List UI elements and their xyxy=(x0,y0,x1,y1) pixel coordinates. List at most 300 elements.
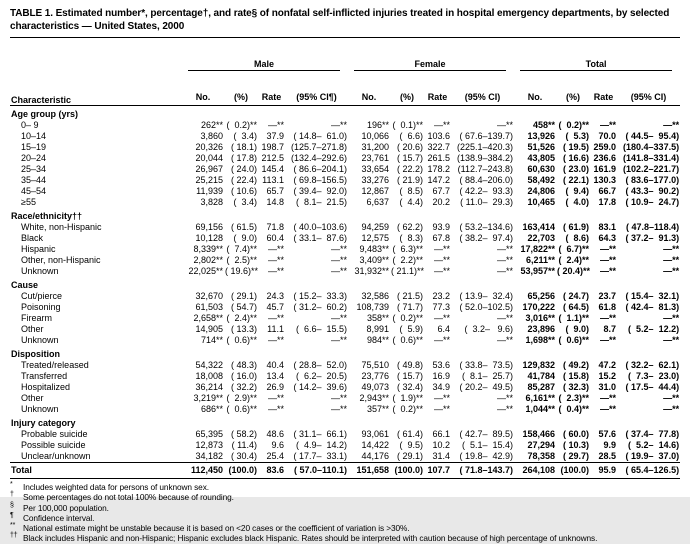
cell-female-ci: ( 52.0–102.5) xyxy=(459,302,514,312)
cell-male-ci: —** xyxy=(331,266,348,276)
cell-male-rate: 37.9 xyxy=(266,131,284,141)
cell-total-ci: ( 83.6–177.0) xyxy=(625,175,680,185)
cell-female-rate: 53.6 xyxy=(432,360,451,370)
cell-total-ci: —** xyxy=(663,244,680,254)
cell-total-rate: —** xyxy=(600,313,617,323)
cell-male-no: 8,339** xyxy=(193,244,223,254)
cell-male-ci: —** xyxy=(331,393,348,403)
footnote xyxy=(10,482,680,492)
cell-female-rate: 147.2 xyxy=(427,175,451,185)
cell-total-no: 17,822** xyxy=(520,244,556,254)
row-label: 20–24 xyxy=(21,153,47,163)
cell-total-no: 60,630 xyxy=(527,164,556,174)
cell-male-ci: ( 39.4– 92.0) xyxy=(293,186,348,196)
cell-male-rate: 145.4 xyxy=(261,164,284,174)
cell-total-no: 65,256 xyxy=(527,291,556,301)
cell-total-pct: ( 64.5) xyxy=(563,302,590,312)
cell-total-ci: ( 43.3– 90.2) xyxy=(625,186,680,196)
cell-female-ci: ( 71.8–143.7) xyxy=(451,463,514,479)
cell-total-no: 13,926 xyxy=(527,131,556,141)
col-header-total-ci: (95% CI) xyxy=(617,91,680,106)
cell-male-no: 26,967 xyxy=(195,164,223,174)
cell-female-no: 6,637 xyxy=(366,197,390,207)
row-label: Unknown xyxy=(21,404,59,414)
cell-female-pct: ( 0.1)** xyxy=(392,120,424,130)
cell-total-no: 163,414 xyxy=(522,222,556,232)
cell-female-ci: —** xyxy=(497,120,514,130)
cell-total-rate: —** xyxy=(600,404,617,414)
cell-female-ci: ( 38.2– 97.4) xyxy=(459,233,514,243)
cell-male-no: 18,008 xyxy=(195,371,223,381)
row-label: 0– 9 xyxy=(21,120,39,130)
cell-total-no: 264,108 xyxy=(514,463,556,479)
cell-male-rate: 25.4 xyxy=(266,451,284,461)
cell-female-rate: 16.9 xyxy=(432,371,451,381)
cell-male-no: 20,326 xyxy=(195,142,223,152)
cell-male-ci: (125.7–271.8) xyxy=(290,142,348,152)
cell-female-pct: ( 4.4) xyxy=(399,197,424,207)
cell-female-rate: 93.9 xyxy=(432,222,451,232)
cell-female-ci: —** xyxy=(497,393,514,403)
cell-total-rate: 61.8 xyxy=(598,302,617,312)
cell-female-no: 3,409** xyxy=(359,255,390,265)
cell-total-pct: ( 1.1)** xyxy=(558,313,590,323)
table-row xyxy=(10,197,680,208)
table-row xyxy=(10,164,680,175)
cell-male-pct: ( 30.4) xyxy=(230,451,257,461)
cell-total-ci: —** xyxy=(663,335,680,345)
footnote-text: National estimate might be unstable because it is based on <20 cases or the coefficient of variation is >30%. xyxy=(23,523,410,534)
footnote-text: Per 100,000 population. xyxy=(23,502,109,513)
cell-male-no: 3,860 xyxy=(200,131,223,141)
cell-total-rate: —** xyxy=(600,393,617,403)
cell-female-rate: 23.2 xyxy=(432,291,451,301)
cell-female-rate: —** xyxy=(434,255,451,265)
cell-female-no: 10,066 xyxy=(361,131,390,141)
cell-total-ci: —** xyxy=(663,120,680,130)
cell-male-rate: 71.8 xyxy=(266,222,284,232)
cell-female-no: 31,932** xyxy=(354,266,390,276)
cell-male-no: 36,214 xyxy=(195,382,223,392)
cell-total-rate: 23.7 xyxy=(598,291,617,301)
cell-total-pct: ( 22.1) xyxy=(563,175,590,185)
cell-female-ci: ( 13.9– 32.4) xyxy=(459,291,514,301)
cell-female-pct: ( 22.2) xyxy=(397,164,424,174)
cell-male-pct: ( 3.4) xyxy=(233,197,257,207)
cell-male-no: 3,828 xyxy=(200,197,223,207)
cell-total-ci: —** xyxy=(663,404,680,414)
cell-total-pct: (100.0) xyxy=(556,463,590,479)
cell-female-ci: —** xyxy=(497,313,514,323)
cell-female-no: 108,739 xyxy=(356,302,390,312)
cell-male-pct: ( 9.0) xyxy=(233,233,257,243)
cell-female-pct: ( 21.5) xyxy=(397,291,424,301)
cell-total-pct: ( 23.0) xyxy=(563,164,590,174)
row-label: Hispanic xyxy=(21,244,56,254)
table-row xyxy=(10,451,680,463)
group-label-total: Total xyxy=(520,59,672,71)
cell-total-pct: ( 20.4)** xyxy=(557,266,591,276)
group-label-female: Female xyxy=(354,59,506,71)
cell-female-pct: ( 61.4) xyxy=(397,429,424,439)
cell-male-pct: ( 2.4)** xyxy=(226,313,257,323)
cell-male-no: 686** xyxy=(200,404,223,414)
cell-female-no: 357** xyxy=(366,404,390,414)
cell-total-no: 41,784 xyxy=(527,371,556,381)
col-header-total-rate: Rate xyxy=(590,91,617,106)
cell-female-rate: 66.1 xyxy=(432,429,451,439)
cell-female-ci: ( 5.1– 15.4) xyxy=(462,440,514,450)
cell-male-no: 10,128 xyxy=(195,233,223,243)
footnote-text: Includes weighted data for persons of unknown sex. xyxy=(23,482,209,492)
footnote-marker: † xyxy=(10,491,14,499)
cell-total-rate: 259.0 xyxy=(593,142,617,152)
cell-female-ci: —** xyxy=(497,255,514,265)
cell-total-pct: ( 9.4) xyxy=(565,186,590,196)
cell-male-rate: 24.3 xyxy=(266,291,284,301)
row-label: Unclear/unknown xyxy=(21,451,91,461)
col-header-male-ci: (95% CI¶) xyxy=(285,91,348,106)
table-row xyxy=(10,255,680,266)
cell-female-ci: ( 42.7– 89.5) xyxy=(459,429,514,439)
cell-male-no: 2,658** xyxy=(193,313,223,323)
table-row xyxy=(10,233,680,244)
row-label: Possible suicide xyxy=(21,440,86,450)
cell-male-rate: 14.8 xyxy=(266,197,284,207)
cell-total-rate: —** xyxy=(600,120,617,130)
row-label: Firearm xyxy=(21,313,52,323)
group-header-row xyxy=(10,39,680,91)
cell-total-rate: 236.6 xyxy=(593,153,617,163)
cell-total-rate: —** xyxy=(600,244,617,254)
cell-female-no: 358** xyxy=(366,313,390,323)
cell-male-pct: (100.0) xyxy=(224,463,258,479)
cell-male-pct: ( 22.4) xyxy=(230,175,257,185)
cell-male-ci: ( 31.1– 66.1) xyxy=(293,429,348,439)
section-header-row xyxy=(10,415,680,429)
cell-female-pct: ( 49.8) xyxy=(397,360,424,370)
cell-total-rate: 64.3 xyxy=(598,233,617,243)
section-header-row xyxy=(10,277,680,291)
cell-female-rate: 261.5 xyxy=(427,153,451,163)
cell-female-no: 33,654 xyxy=(361,164,390,174)
cell-female-no: 12,867 xyxy=(361,186,390,196)
cell-total-rate: 8.7 xyxy=(603,324,617,334)
cell-female-no: 75,510 xyxy=(361,360,390,370)
cell-male-no: 262** xyxy=(200,120,223,130)
section-header: Age group (yrs) xyxy=(11,109,79,119)
cell-total-no: 129,832 xyxy=(522,360,556,370)
cell-male-no: 714** xyxy=(200,335,223,345)
footnote-marker: * xyxy=(10,481,13,488)
cell-female-no: 9,483** xyxy=(359,244,390,254)
table-row xyxy=(10,360,680,371)
cell-total-ci: ( 5.2– 14.6) xyxy=(628,440,680,450)
cell-male-pct: ( 0.6)** xyxy=(226,335,257,345)
cell-female-rate: 178.2 xyxy=(427,164,451,174)
cell-total-no: 1,044** xyxy=(525,404,556,414)
row-label: Cut/pierce xyxy=(21,291,63,301)
cell-male-ci: ( 40.0–103.6) xyxy=(293,222,348,232)
cell-male-rate: 45.7 xyxy=(266,302,284,312)
cell-male-pct: ( 24.0) xyxy=(230,164,257,174)
cell-female-ci: ( 8.1– 25.7) xyxy=(462,371,514,381)
row-label: Transferred xyxy=(21,371,68,381)
cell-total-no: 85,287 xyxy=(527,382,556,392)
group-header-female xyxy=(348,39,514,91)
cell-male-ci: ( 8.1– 21.5) xyxy=(295,197,348,207)
cell-female-pct: ( 29.1) xyxy=(397,451,424,461)
cell-male-ci: ( 33.1– 87.6) xyxy=(293,233,348,243)
col-header-total-no: No. xyxy=(514,91,556,106)
cell-total-ci: ( 44.5– 95.4) xyxy=(625,131,680,141)
cell-total-no: 43,805 xyxy=(527,153,556,163)
footnote-text: Confidence interval. xyxy=(23,512,95,523)
cell-male-rate: 11.1 xyxy=(267,324,284,334)
row-label: Total xyxy=(10,463,182,479)
cell-total-pct: ( 61.9) xyxy=(563,222,590,232)
cell-female-no: 32,586 xyxy=(361,291,390,301)
cell-total-ci: (180.4–337.5) xyxy=(623,142,680,152)
cell-female-no: 151,658 xyxy=(348,463,390,479)
cell-total-rate: 83.1 xyxy=(598,222,617,232)
table-row xyxy=(10,175,680,186)
cell-male-rate: —** xyxy=(267,120,284,130)
cell-total-rate: 47.2 xyxy=(598,360,617,370)
cell-female-rate: 6.4 xyxy=(437,324,451,334)
cell-female-ci: ( 33.8– 73.5) xyxy=(459,360,514,370)
cell-total-no: 158,466 xyxy=(522,429,556,439)
cell-total-ci: ( 19.9– 37.0) xyxy=(625,451,680,461)
cell-total-pct: ( 8.6) xyxy=(565,233,590,243)
cell-male-rate: —** xyxy=(267,404,284,414)
cell-male-no: 11,939 xyxy=(196,186,223,196)
cell-male-ci: —** xyxy=(331,313,348,323)
table-title: TABLE 1. Estimated number*, percentage†, and rate§ of nonfatal self-inflicted injuries treated in hospital emergency departments, by selected characteristics — United States, 2000 xyxy=(10,8,680,38)
cell-male-pct: ( 10.6) xyxy=(230,186,257,196)
cell-female-pct: ( 8.3) xyxy=(399,233,424,243)
footnote-marker: †† xyxy=(10,532,18,540)
cell-total-rate: 66.7 xyxy=(598,186,617,196)
cell-total-no: 23,896 xyxy=(527,324,556,334)
table-row xyxy=(10,222,680,233)
cell-female-rate: 31.4 xyxy=(432,451,451,461)
cell-male-pct: ( 7.4)** xyxy=(226,244,257,254)
cell-female-pct: ( 6.6) xyxy=(399,131,424,141)
footnote xyxy=(10,533,680,543)
table-row xyxy=(10,131,680,142)
table-row xyxy=(10,404,680,415)
cell-total-ci: ( 65.4–126.5) xyxy=(617,463,680,479)
cell-total-pct: ( 10.3) xyxy=(563,440,590,450)
section-header: Race/ethnicity†† xyxy=(11,211,83,221)
col-header-total-pct: (%) xyxy=(556,91,590,106)
cell-male-no: 14,905 xyxy=(195,324,223,334)
row-label: ≥55 xyxy=(21,197,36,207)
table-row xyxy=(10,266,680,277)
cell-total-rate: 15.2 xyxy=(598,371,617,381)
table-body xyxy=(10,106,680,479)
row-label: Other xyxy=(21,324,44,334)
cell-male-ci: —** xyxy=(331,404,348,414)
cell-female-ci: —** xyxy=(497,266,514,276)
cell-total-no: 170,222 xyxy=(522,302,556,312)
col-header-male-pct: (%) xyxy=(224,91,258,106)
section-header-row xyxy=(10,106,680,121)
cell-male-rate: 13.4 xyxy=(266,371,284,381)
cell-male-pct: ( 61.5) xyxy=(230,222,257,232)
results-table xyxy=(10,39,680,479)
cell-female-no: 49,073 xyxy=(361,382,390,392)
cell-total-rate: 31.0 xyxy=(598,382,617,392)
cell-female-no: 33,276 xyxy=(361,175,390,185)
cell-total-ci: ( 15.4– 32.1) xyxy=(625,291,680,301)
cell-total-no: 6,161** xyxy=(525,393,556,403)
cell-male-rate: —** xyxy=(267,313,284,323)
cell-female-rate: 322.7 xyxy=(427,142,451,152)
cell-female-rate: —** xyxy=(434,244,451,254)
cell-male-ci: —** xyxy=(331,120,348,130)
cell-male-ci: —** xyxy=(331,244,348,254)
table-header xyxy=(10,39,680,106)
cell-total-rate: 57.6 xyxy=(598,429,617,439)
cell-total-rate: 70.0 xyxy=(598,131,617,141)
row-label: White, non-Hispanic xyxy=(21,222,102,232)
cell-male-ci: ( 14.2– 39.6) xyxy=(293,382,348,392)
cell-total-no: 1,698** xyxy=(525,335,556,345)
cell-female-no: 984** xyxy=(366,335,390,345)
cell-female-pct: ( 2.2)** xyxy=(392,255,424,265)
cell-male-rate: 83.6 xyxy=(258,463,285,479)
row-label: 35–44 xyxy=(21,175,47,185)
cell-male-pct: ( 2.9)** xyxy=(226,393,257,403)
row-label: 45–54 xyxy=(21,186,47,196)
cell-male-pct: ( 48.3) xyxy=(230,360,257,370)
cell-female-ci: ( 20.2– 49.5) xyxy=(459,382,514,392)
cell-female-pct: ( 15.7) xyxy=(397,371,424,381)
cell-male-no: 65,395 xyxy=(195,429,223,439)
cell-total-no: 24,806 xyxy=(527,186,556,196)
cell-total-pct: ( 0.2)** xyxy=(558,120,590,130)
cell-total-rate: 130.3 xyxy=(593,175,617,185)
cell-total-ci: —** xyxy=(663,255,680,265)
cell-male-ci: —** xyxy=(331,335,348,345)
characteristic-header: Characteristic xyxy=(10,39,182,106)
section-header: Disposition xyxy=(11,349,60,359)
cell-total-no: 10,465 xyxy=(527,197,556,207)
cell-total-ci: (102.2–221.7) xyxy=(623,164,680,174)
row-label: 15–19 xyxy=(21,142,47,152)
cell-female-no: 23,776 xyxy=(361,371,390,381)
cell-total-rate: 9.9 xyxy=(603,440,617,450)
cell-female-ci: ( 19.8– 42.9) xyxy=(459,451,514,461)
row-label: Poisoning xyxy=(21,302,61,312)
cell-total-pct: ( 29.7) xyxy=(563,451,590,461)
cell-total-ci: —** xyxy=(663,393,680,403)
cell-female-no: 44,176 xyxy=(361,451,390,461)
cell-female-no: 31,200 xyxy=(361,142,390,152)
cell-male-rate: —** xyxy=(267,255,284,265)
cell-male-pct: ( 29.1) xyxy=(230,291,257,301)
cell-total-ci: ( 7.3– 23.0) xyxy=(628,371,680,381)
cell-male-ci: ( 15.2– 33.3) xyxy=(293,291,348,301)
cell-female-rate: 77.3 xyxy=(432,302,451,312)
col-header-female-pct: (%) xyxy=(390,91,424,106)
footnote-text: Some percentages do not total 100% because of rounding. xyxy=(23,492,234,503)
cell-male-ci: ( 28.8– 52.0) xyxy=(293,360,348,370)
table-row xyxy=(10,120,680,131)
cell-female-ci: ( 3.2– 9.6) xyxy=(464,324,514,334)
cell-total-pct: ( 32.3) xyxy=(563,382,590,392)
footnote-text: Black includes Hispanic and non-Hispanic; Hispanic excludes black Hispanic. Rates should be interpreted with caution because of high percentage of unknowns. xyxy=(23,533,598,544)
row-label: Other xyxy=(21,393,44,403)
cell-female-ci: —** xyxy=(497,404,514,414)
cell-female-ci: ( 67.6–139.7) xyxy=(459,131,514,141)
cell-total-pct: ( 2.4)** xyxy=(558,255,590,265)
cell-female-rate: 20.2 xyxy=(432,197,451,207)
cell-female-ci: ( 53.2–134.6) xyxy=(459,222,514,232)
cell-female-ci: (225.1–420.3) xyxy=(457,142,514,152)
cell-male-rate: 26.9 xyxy=(266,382,284,392)
cell-male-rate: —** xyxy=(267,335,284,345)
cell-total-ci: —** xyxy=(663,266,680,276)
cell-male-rate: 60.4 xyxy=(266,233,284,243)
cell-total-no: 22,703 xyxy=(527,233,556,243)
cell-male-no: 61,503 xyxy=(195,302,223,312)
table-row xyxy=(10,440,680,451)
cell-male-rate: 9.6 xyxy=(271,440,284,450)
cell-male-ci: ( 4.9– 14.2) xyxy=(295,440,348,450)
cell-male-pct: ( 16.0) xyxy=(230,371,257,381)
cell-female-rate: 67.7 xyxy=(432,186,451,196)
cell-female-pct: ( 71.7) xyxy=(397,302,424,312)
col-header-male-rate: Rate xyxy=(258,91,285,106)
table-row xyxy=(10,302,680,313)
row-label: Other, non-Hispanic xyxy=(21,255,101,265)
cell-male-pct: ( 0.6)** xyxy=(226,404,257,414)
cell-female-no: 94,259 xyxy=(361,222,390,232)
cell-total-rate: —** xyxy=(600,266,617,276)
table-row xyxy=(10,244,680,255)
cell-male-rate: 40.4 xyxy=(266,360,284,370)
table-row xyxy=(10,429,680,440)
cell-female-no: 8,991 xyxy=(366,324,390,334)
cell-male-no: 22,025** xyxy=(188,266,223,276)
table-row xyxy=(10,186,680,197)
row-label: Unknown xyxy=(21,266,59,276)
cell-female-no: 14,422 xyxy=(361,440,390,450)
cell-male-no: 25,215 xyxy=(195,175,223,185)
cell-total-ci: ( 42.4– 81.3) xyxy=(625,302,680,312)
cell-female-pct: ( 62.2) xyxy=(397,222,424,232)
cell-total-ci: ( 37.4– 77.8) xyxy=(625,429,680,439)
cell-male-pct: ( 2.5)** xyxy=(226,255,257,265)
cell-total-no: 458** xyxy=(533,120,556,130)
cell-male-ci: ( 57.0–110.1) xyxy=(285,463,348,479)
cell-female-rate: 103.6 xyxy=(427,131,451,141)
cell-male-pct: ( 18.1) xyxy=(230,142,257,152)
cell-total-pct: ( 4.0) xyxy=(565,197,590,207)
cell-total-pct: ( 6.7)** xyxy=(558,244,590,254)
cell-total-rate: 161.9 xyxy=(593,164,617,174)
cell-male-rate: 65.7 xyxy=(266,186,284,196)
cell-total-ci: (141.8–331.4) xyxy=(623,153,680,163)
cell-female-rate: —** xyxy=(434,393,451,403)
cell-female-pct: ( 0.6)** xyxy=(392,335,424,345)
table-row xyxy=(10,393,680,404)
cell-total-no: 6,211** xyxy=(526,255,556,265)
cell-female-pct: (100.0) xyxy=(390,463,424,479)
